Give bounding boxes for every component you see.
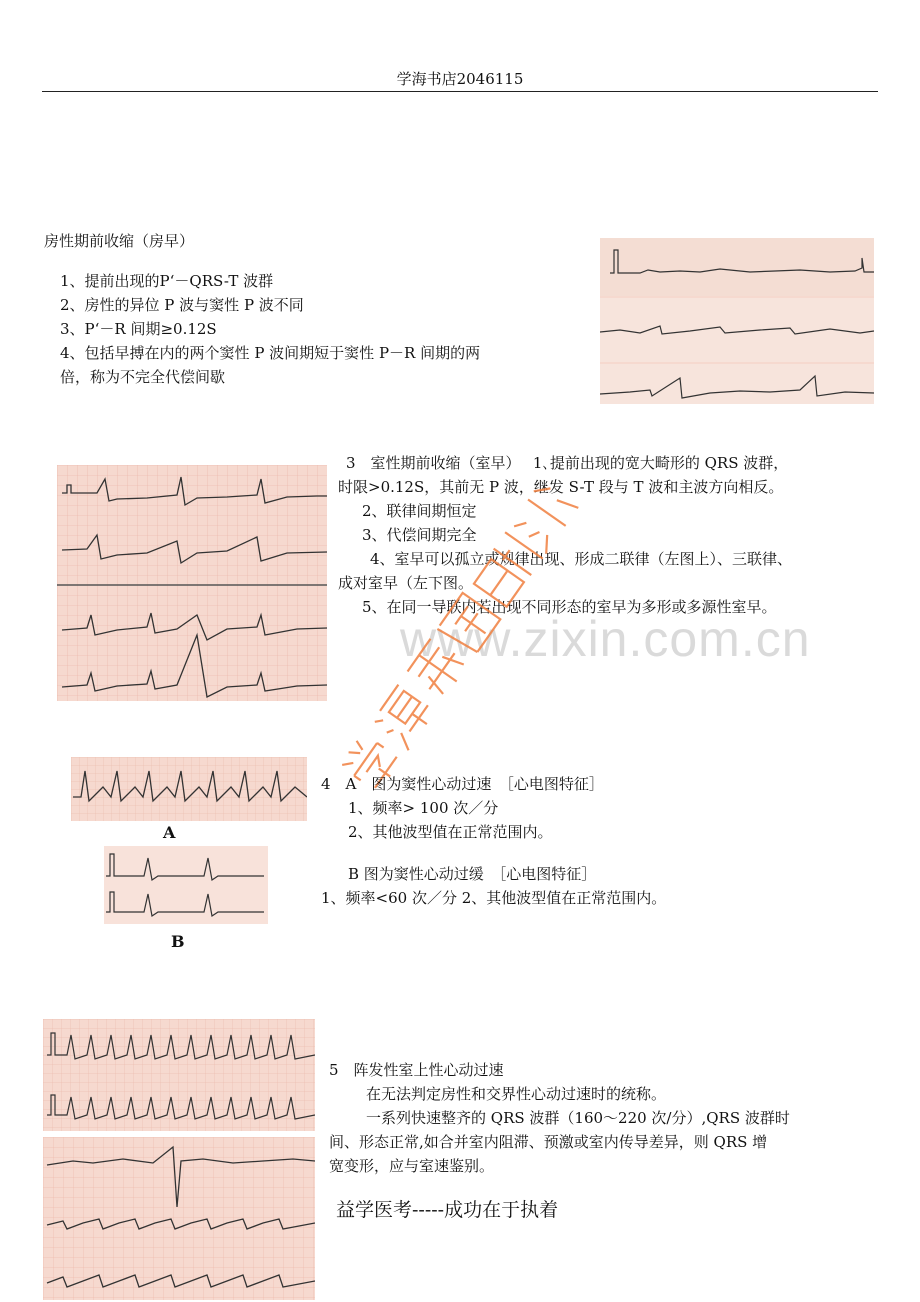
section3-line: 时限>0.12S，其前无 P 波，继发 S-T 段与 T 波和主波方向相反。 [338, 478, 784, 496]
page-header-title: 学海书店2046115 [396, 70, 524, 88]
section3-line: 成对室早（左下图。 [338, 574, 474, 592]
header-divider [42, 91, 878, 92]
watermark-stamp [270, 470, 630, 790]
section3-line: 4、室早可以孤立或规律出现、形成二联律（左图上）、三联律、 [370, 550, 793, 568]
watermark-url: www.zixin.com.cn [400, 611, 811, 667]
ecg-strip-svg [104, 846, 268, 924]
ecg-strips-svg [43, 1019, 315, 1131]
ecg-strips-svg [600, 238, 874, 404]
section1-item: 1、提前出现的P‘－QRS-T 波群 [60, 272, 274, 290]
section1-item: 2、房性的异位 P 波与窦性 P 波不同 [60, 296, 304, 314]
section4-line: 1、频率<60 次／分 2、其他波型值在正常范围内。 [321, 889, 667, 907]
section1-item: 4、包括早搏在内的两个窦性 P 波间期短于窦性 P－R 间期的两 [60, 344, 481, 362]
section5-line: 间、形态正常,如合并室内阻滞、预激或室内传导差异，则 QRS 增 [329, 1133, 768, 1151]
ecg-figure-b-sinus-bradycardia [104, 846, 268, 924]
figure-label-b: B [171, 932, 185, 951]
section1-title: 房性期前收缩（房早） [44, 232, 195, 250]
section1-list [60, 270, 480, 390]
section3-line: 2、联律间期恒定 [362, 502, 477, 520]
section1-item: 倍，称为不完全代偿间歇 [60, 368, 226, 386]
section3-line: 3 室性期前收缩（室早） 1､提前出现的宽大畸形的 QRS 波群， [346, 454, 789, 472]
ecg-figure-atrial-premature [600, 238, 874, 404]
ecg-figure-svt-lower [43, 1137, 315, 1300]
ecg-figure-svt-upper [43, 1019, 315, 1131]
figure-label-a: A [163, 823, 176, 842]
ecg-strip-svg [71, 757, 307, 821]
section4-line: 1、频率> 100 次／分 [348, 799, 499, 817]
ecg-figure-a-sinus-tachycardia [71, 757, 307, 821]
section4-line: 4 A 图为窦性心动过速 ［心电图特征］ [321, 775, 604, 793]
section5-line: 一系列快速整齐的 QRS 波群（160～220 次/分）,QRS 波群时 [366, 1109, 790, 1127]
section4-line: 2、其他波型值在正常范围内。 [348, 823, 553, 841]
motto-text: 益学医考-----成功在于执着 [336, 1199, 559, 1221]
section5-line: 5 阵发性室上性心动过速 [329, 1061, 504, 1079]
section5-line: 宽变形，应与室速鉴别。 [329, 1157, 495, 1175]
section4-line: B 图为窦性心动过缓 ［心电图特征］ [348, 865, 597, 883]
section3-line: 3、代偿间期完全 [362, 526, 477, 544]
section1-item: 3、P‘－R 间期≥0.12S [60, 320, 217, 338]
ecg-strips-svg [43, 1137, 315, 1300]
section3-line: 5、在同一导联内若出现不同形态的室早为多形或多源性室早。 [362, 598, 777, 616]
section5-line: 在无法判定房性和交界性心动过速时的统称。 [366, 1085, 667, 1103]
